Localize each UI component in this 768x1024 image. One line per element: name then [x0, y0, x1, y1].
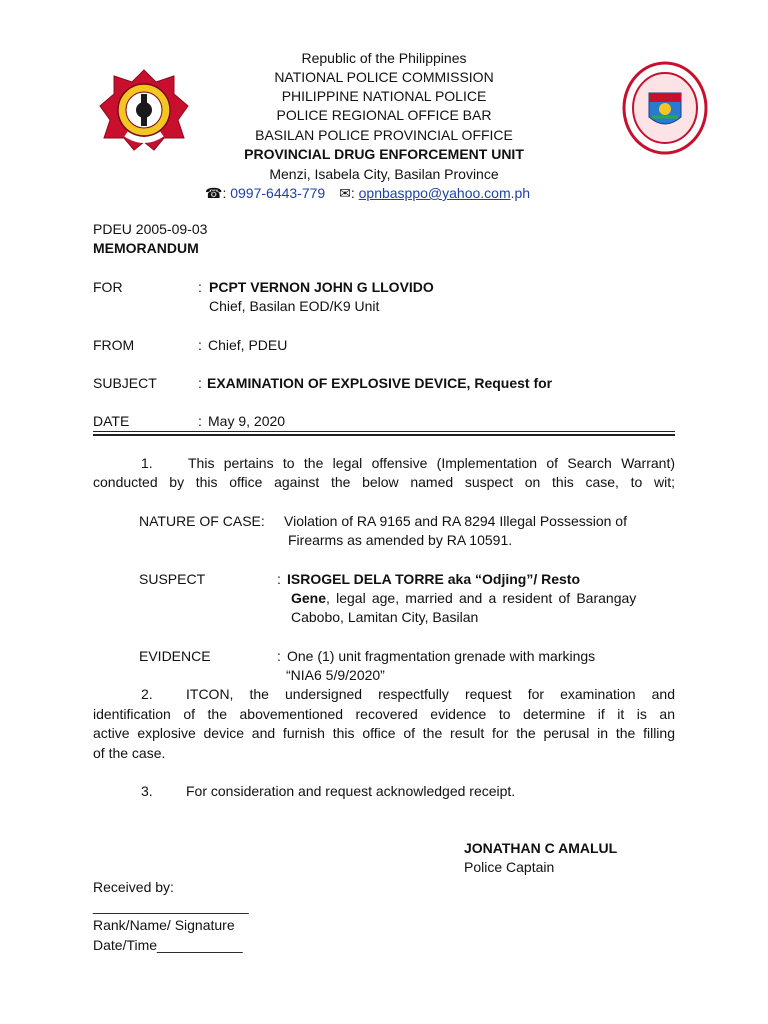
- rank-name-signature-label: Rank/Name/ Signature: [93, 917, 235, 933]
- header-provincial-office: BASILAN POLICE PROVINCIAL OFFICE: [255, 127, 513, 143]
- suspect-name-continued: Gene: [291, 590, 327, 606]
- paragraph-1-line-2: conducted by this office against the below named suspect on this case, to wit;: [93, 474, 675, 490]
- header-unit: PROVINCIAL DRUG ENFORCEMENT UNIT: [244, 146, 524, 162]
- from-colon: :: [198, 337, 202, 353]
- paragraph-2-line-4: of the case.: [93, 745, 166, 761]
- date-label: DATE: [93, 413, 130, 429]
- header-regional-office: POLICE REGIONAL OFFICE BAR: [276, 107, 492, 123]
- signatory-rank: Police Captain: [464, 859, 555, 875]
- received-by-blank-line: ____________________: [93, 898, 249, 914]
- email-suffix: .ph: [510, 185, 531, 201]
- email-link[interactable]: opnbasppo@yahoo.com: [358, 185, 511, 201]
- suspect-name: ISROGEL DELA TORRE aka “Odjing”/ Resto: [287, 571, 581, 587]
- received-by-label: Received by:: [93, 879, 174, 895]
- date-time-label: Date/Time___________: [93, 937, 243, 953]
- header-divider-top: [93, 431, 675, 432]
- header-napolcom: NATIONAL POLICE COMMISSION: [274, 69, 494, 85]
- phone-number: 0997-6443-779: [230, 185, 326, 201]
- subject-value: EXAMINATION OF EXPLOSIVE DEVICE, Request for: [207, 375, 553, 391]
- envelope-icon: ✉: [339, 185, 351, 201]
- date-value: May 9, 2020: [208, 413, 286, 429]
- for-label: FOR: [93, 279, 123, 295]
- paragraph-3-number: 3.: [141, 783, 153, 799]
- header-pnp: PHILIPPINE NATIONAL POLICE: [281, 88, 487, 104]
- suspect-line-2: [291, 589, 669, 608]
- nature-of-case-line-2: Firearms as amended by RA 10591.: [288, 532, 513, 548]
- memo-reference: PDEU 2005-09-03: [93, 221, 208, 237]
- contact-line: [205, 184, 530, 203]
- nature-of-case-label: NATURE OF CASE:: [139, 513, 265, 529]
- header-address: Menzi, Isabela City, Basilan Province: [269, 166, 499, 182]
- subject-label: SUBJECT: [93, 375, 157, 391]
- evidence-line-2: “NIA6 5/9/2020”: [286, 667, 385, 683]
- suspect-address: Cabobo, Lamitan City, Basilan: [291, 609, 479, 625]
- evidence-label: EVIDENCE: [139, 648, 211, 664]
- memo-title: MEMORANDUM: [93, 240, 199, 256]
- header-divider-bottom: [93, 434, 675, 436]
- suspect-colon: :: [277, 571, 281, 587]
- paragraph-2-number: 2.: [141, 686, 153, 702]
- paragraph-3-text: For consideration and request acknowledged receipt.: [186, 783, 516, 799]
- paragraph-2-line-2: identification of the abovementioned recovered evidence to determine if it is an: [93, 706, 675, 722]
- email-colon: :: [350, 185, 355, 201]
- telephone-icon: ☎: [205, 185, 223, 201]
- header-republic: Republic of the Philippines: [301, 50, 467, 66]
- evidence-colon: :: [277, 648, 281, 664]
- paragraph-2-line-1: ITCON, the undersigned respectfully request for examination and: [186, 686, 675, 702]
- paragraph-1-line-1: This pertains to the legal offensive (Implementation of Search Warrant): [188, 455, 675, 471]
- subject-colon: :: [198, 375, 202, 391]
- nature-of-case-line-1: Violation of RA 9165 and RA 8294 Illegal Possession of: [284, 513, 627, 529]
- date-colon: :: [198, 413, 202, 429]
- from-value: Chief, PDEU: [208, 337, 288, 353]
- from-label: FROM: [93, 337, 135, 353]
- for-value: PCPT VERNON JOHN G LLOVIDO: [209, 279, 434, 295]
- paragraph-2-line-3: active explosive device and furnish this office of the result for the perusal in the filling: [93, 725, 675, 741]
- suspect-label: SUSPECT: [139, 571, 206, 587]
- phone-colon: :: [222, 185, 227, 201]
- suspect-details: , legal age, married and a resident of Barangay: [326, 590, 637, 606]
- signatory-name: JONATHAN C AMALUL: [464, 840, 618, 856]
- evidence-line-1: One (1) unit fragmentation grenade with markings: [287, 648, 596, 664]
- paragraph-1-number: 1.: [141, 455, 153, 471]
- for-subtitle: Chief, Basilan EOD/K9 Unit: [209, 298, 380, 314]
- for-colon: :: [198, 279, 202, 295]
